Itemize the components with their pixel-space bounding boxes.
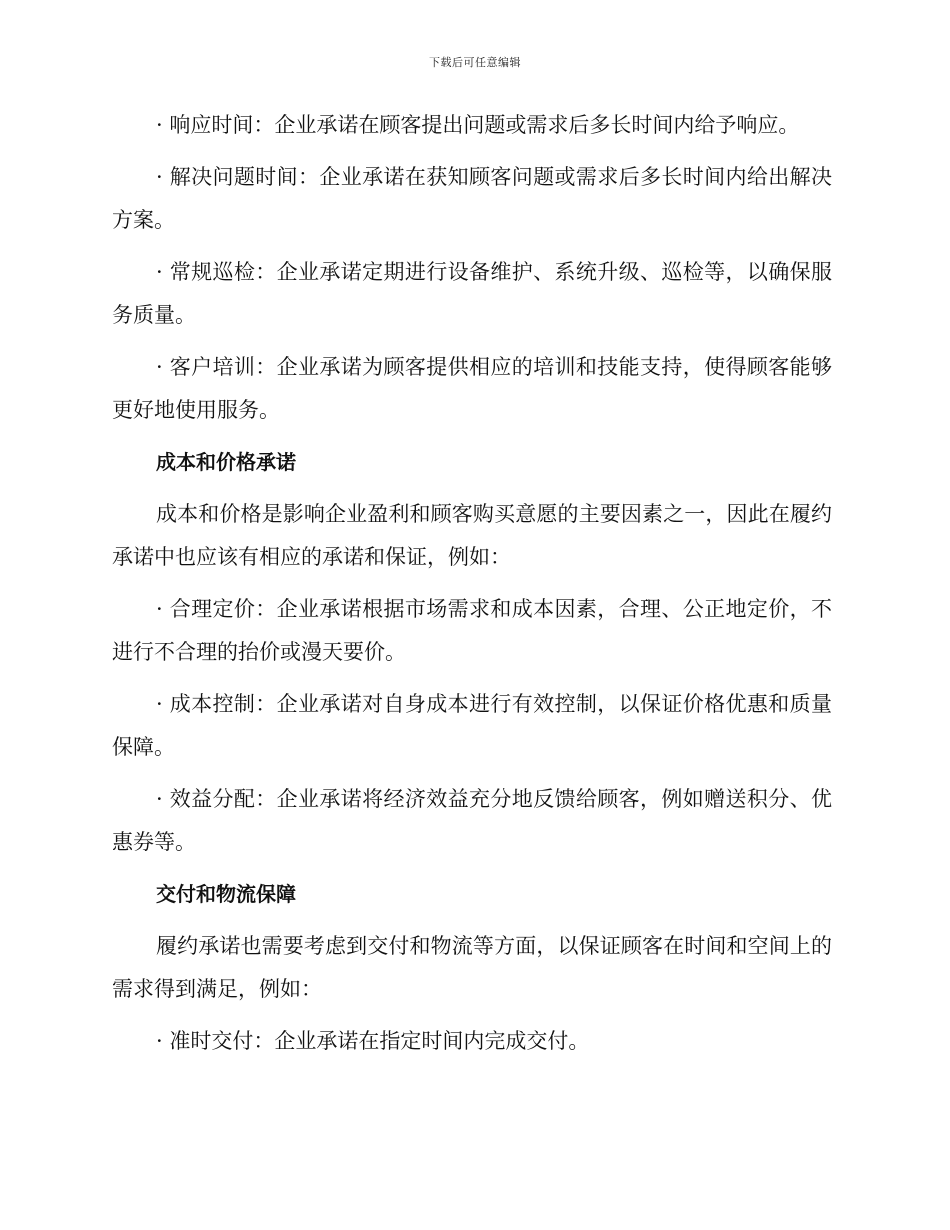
- document-body: [112, 104, 832, 1072]
- bullet-routine-inspection: · 常规巡检：企业承诺定期进行设备维护、系统升级、巡检等，以确保服务质量。: [112, 260, 832, 327]
- bullet-resolution-time: · 解决问题时间：企业承诺在获知顾客问题或需求后多长时间内给出解决方案。: [112, 165, 832, 232]
- bullet-response-time: · 响应时间：企业承诺在顾客提出问题或需求后多长时间内给予响应。: [156, 113, 800, 137]
- section-heading-cost-price: 成本和价格承诺: [156, 450, 296, 474]
- paragraph-delivery-intro: 履约承诺也需要考虑到交付和物流等方面，以保证顾客在时间和空间上的需求得到满足，例如：: [112, 934, 832, 1001]
- header-note: 下载后可任意编辑: [429, 56, 521, 69]
- paragraph-cost-price-intro: 成本和价格是影响企业盈利和顾客购买意愿的主要因素之一，因此在履约承诺中也应该有相应的承诺和保证，例如：: [112, 502, 832, 569]
- bullet-benefit-distribution: · 效益分配：企业承诺将经济效益充分地反馈给顾客，例如赠送积分、优惠券等。: [112, 787, 832, 854]
- section-heading-delivery-logistics: 交付和物流保障: [156, 882, 296, 906]
- bullet-cost-control: · 成本控制：企业承诺对自身成本进行有效控制，以保证价格优惠和质量保障。: [112, 692, 832, 759]
- bullet-on-time-delivery: · 准时交付：企业承诺在指定时间内完成交付。: [156, 1029, 590, 1053]
- bullet-customer-training: · 客户培训：企业承诺为顾客提供相应的培训和技能支持，使得顾客能够更好地使用服务。: [112, 355, 832, 422]
- bullet-reasonable-pricing: · 合理定价：企业承诺根据市场需求和成本因素，合理、公正地定价，不进行不合理的抬价或漫天要价。: [112, 597, 832, 664]
